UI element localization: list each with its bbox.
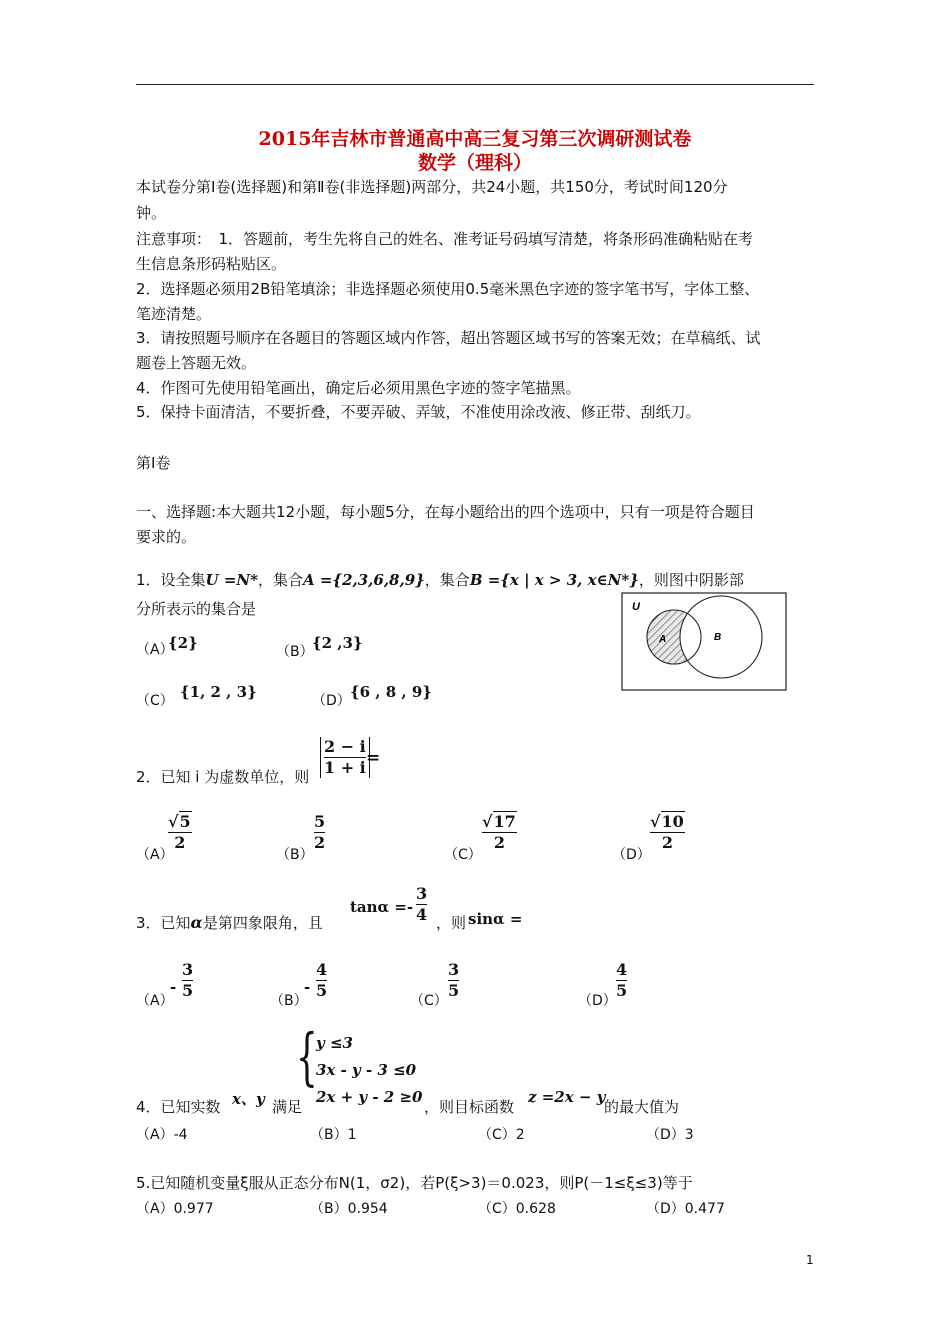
q5-option-c: （C）0.628: [478, 1201, 556, 1217]
q1-set-u: U =N*: [205, 571, 258, 589]
q2-b-den: 2: [314, 833, 326, 852]
q4-constraint-2: 3x - y - 3 ≤0: [316, 1061, 417, 1079]
q3-option-b-frac: [316, 960, 327, 1001]
q3-number: 3．已知: [136, 914, 191, 932]
q4-brace: {: [296, 1020, 318, 1093]
notice-1a: 注意事项： 1．答题前，考生先将自己的姓名、准考证号码填写清楚，将条形码准确粘贴在考: [136, 230, 754, 248]
q3-d-num: 4: [616, 960, 628, 979]
venn-label-u: U: [632, 601, 640, 613]
q2-option-d-label: （D）: [612, 847, 651, 863]
q1-option-a-label: （A）: [136, 642, 174, 658]
q1-line-2: 分所表示的集合是: [136, 600, 257, 618]
q3-option-d-label: （D）: [578, 993, 617, 1009]
q1-tail: ，则图中阴影部: [638, 571, 744, 589]
q2-frac-num: 2 − i: [324, 737, 366, 756]
q1-option-b-value: {2 ,3}: [312, 634, 363, 652]
q3-a-sign: -: [170, 978, 177, 996]
q3-a-den: 5: [182, 981, 194, 1000]
q2-d-num: 10: [661, 812, 684, 831]
venn-label-b: B: [714, 632, 722, 643]
q2-frac-den: 1 + i: [324, 758, 366, 777]
q2-option-a-frac: $\frac{√5}{2}$: [168, 812, 191, 852]
q1-option-b-label: （B）: [276, 644, 314, 660]
q5-option-a: （A）0.977: [136, 1201, 214, 1217]
q2-text: 2．已知 i 为虚数单位，则: [136, 768, 310, 786]
q3-option-a-frac: [182, 960, 193, 1001]
q3-tan-frac: [416, 884, 427, 925]
q3-option-a-label: （A）: [136, 993, 174, 1009]
notice-3b: 题卷上答题无效。: [136, 354, 257, 372]
q1-number: 1．设全集: [136, 571, 206, 589]
exam-subtitle: 数学（理科）: [417, 152, 532, 174]
q4-satisfy: 满足: [272, 1098, 303, 1116]
question-3: [136, 912, 323, 933]
q1-option-c-label: （C）: [136, 693, 174, 709]
q4-vars: x、y: [232, 1090, 265, 1108]
q4-mid: ，则目标函数: [424, 1098, 515, 1116]
q3-then: ，则: [436, 914, 467, 932]
q2-c-num: 17: [493, 812, 516, 831]
q4-option-b: （B）1: [310, 1127, 357, 1143]
venn-label-a: A: [659, 634, 667, 645]
q2-option-b-label: （B）: [276, 847, 314, 863]
notice-4: 4．作图可先使用铅笔画出，确定后必须用黑色字迹的签字笔描黑。: [136, 379, 581, 397]
q5-option-b: （B）0.954: [310, 1201, 388, 1217]
q4-objective: z =2x − y: [528, 1088, 606, 1106]
section-heading-2: 要求的。: [136, 528, 197, 546]
q1-option-a-value: {2}: [168, 634, 198, 652]
notice-5: 5．保持卡面清洁，不要折叠，不要弄破、弄皱，不准使用涂改液、修正带、刮纸刀。: [136, 403, 701, 421]
q3-b-den: 5: [316, 981, 328, 1000]
q1-set-a: A ={2,3,6,8,9}: [303, 571, 425, 589]
q2-abs-fraction: [320, 737, 370, 778]
q3-option-c-frac: [448, 960, 459, 1001]
q4-option-a: （A）-4: [136, 1127, 188, 1143]
q1-mid1: ，集合: [257, 571, 303, 589]
page-number: 1: [806, 1253, 814, 1267]
q4-number: 4．已知实数: [136, 1098, 221, 1116]
q2-option-c-frac: $\frac{√17}{2}$: [482, 812, 516, 852]
q1-option-c-value: {1, 2 , 3}: [180, 683, 257, 701]
q2-a-num: 5: [179, 812, 191, 831]
q3-alpha: α: [190, 913, 203, 932]
notice-2a: 2．选择题必须用2B铅笔填涂；非选择题必须使用0.5毫米黑色字迹的签字笔书写，字体工整、: [136, 280, 760, 298]
q3-tan-num: 3: [416, 884, 428, 903]
q2-b-num: 5: [314, 812, 326, 831]
q3-sin: sinα =: [468, 910, 523, 928]
q2-d-den: 2: [650, 832, 685, 853]
q2-option-d-frac: $\frac{√10}{2}$: [650, 812, 684, 852]
q3-option-c-label: （C）: [410, 993, 448, 1009]
q2-option-a-label: （A）: [136, 847, 174, 863]
q4-constraint-3: 2x + y - 2 ≥0: [316, 1088, 423, 1106]
part-label: 第Ⅰ卷: [136, 454, 171, 472]
q1-option-d-value: {6 , 8 , 9}: [350, 683, 432, 701]
q2-fraction: [324, 737, 366, 778]
q2-equals: =: [366, 748, 381, 768]
q1-set-b: B ={x | x > 3, x∈N*}: [469, 571, 639, 589]
q3-b-num: 4: [316, 960, 328, 979]
q4-constraint-1: y ≤3: [316, 1034, 353, 1052]
q3-tan: tanα =-: [350, 898, 414, 916]
notice-3a: 3．请按照题号顺序在各题目的答题区域内作答，超出答题区域书写的答案无效；在草稿纸、试: [136, 329, 761, 347]
venn-diagram: [620, 590, 790, 694]
header-rule: [136, 84, 814, 85]
q3-b-sign: -: [304, 978, 311, 996]
q3-option-d-frac: [616, 960, 627, 1001]
q3-c-num: 3: [448, 960, 460, 979]
q4-option-d: （D）3: [646, 1127, 694, 1143]
q5-text: 5.已知随机变量ξ服从正态分布N(1，σ2)，若P(ξ>3)＝0.023，则P(－1≤ξ≤3)等于: [136, 1174, 693, 1192]
q2-c-den: 2: [482, 832, 517, 853]
q3-c-den: 5: [448, 981, 460, 1000]
q3-d-den: 5: [616, 981, 628, 1000]
q2-a-den: 2: [168, 832, 192, 853]
q3-mid: 是第四象限角，且: [202, 914, 323, 932]
q5-option-d: （D）0.477: [646, 1201, 725, 1217]
q4-option-c: （C）2: [478, 1127, 525, 1143]
section-heading-1: 一、选择题:本大题共12小题，每小题5分，在每小题给出的四个选项中，只有一项是符合题目: [136, 503, 755, 521]
notice-2b: 笔迹清楚。: [136, 305, 212, 323]
notice-1b: 生信息条形码粘贴区。: [136, 255, 287, 273]
q3-option-b-label: （B）: [270, 993, 308, 1009]
q1-mid2: ，集合: [424, 571, 470, 589]
q3-tan-den: 4: [416, 905, 428, 924]
q3-a-num: 3: [182, 960, 194, 979]
q2-option-c-label: （C）: [444, 847, 482, 863]
intro-line-1: 本试卷分第Ⅰ卷(选择题)和第Ⅱ卷(非选择题)两部分，共24小题，共150分，考试时间120分: [136, 178, 728, 196]
question-1: [136, 568, 744, 592]
q2-option-b-frac: [314, 812, 325, 853]
q1-option-d-label: （D）: [312, 693, 351, 709]
intro-line-2: 钟。: [136, 204, 167, 222]
exam-title: 2015年吉林市普通高中高三复习第三次调研测试卷: [258, 128, 692, 150]
q4-tail: 的最大值为: [604, 1098, 680, 1116]
